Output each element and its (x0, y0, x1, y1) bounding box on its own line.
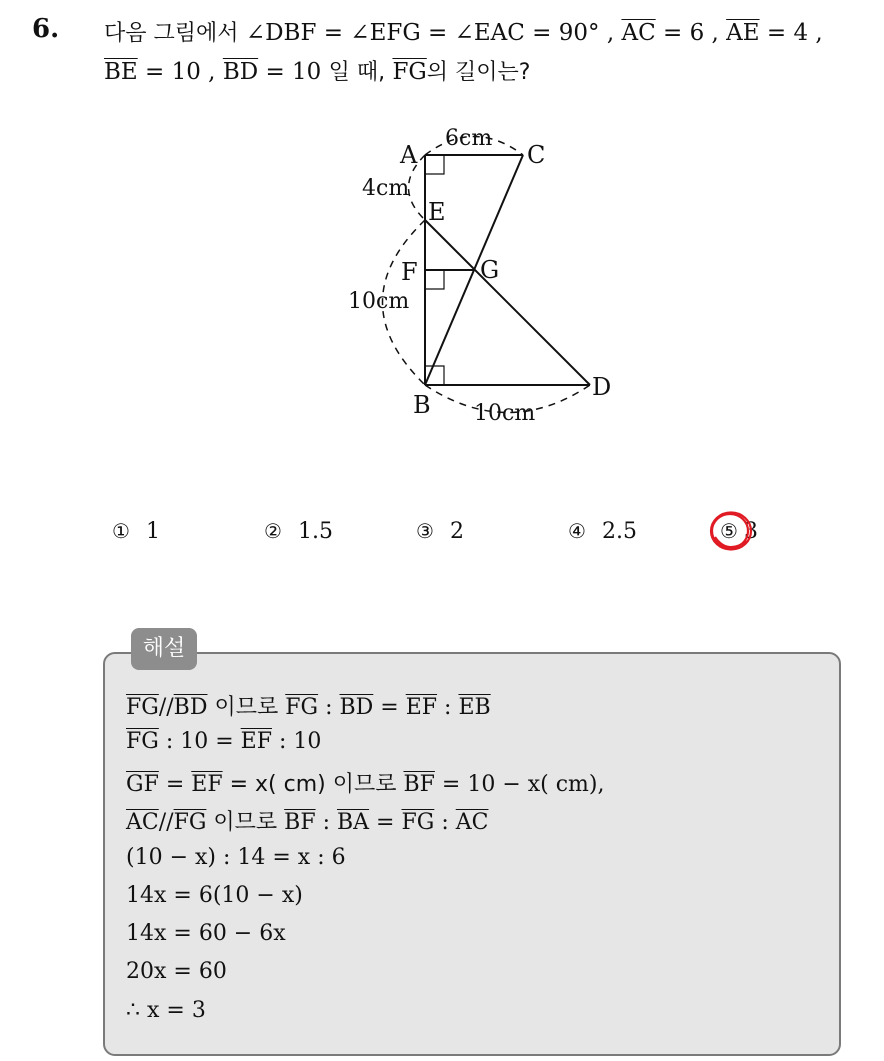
segment-term: $\overline{FG}$ (126, 695, 159, 720)
right-angle-a (425, 155, 444, 174)
value-ae: = 4 , (766, 20, 823, 46)
segment-term: $\overline{FG}$ (401, 810, 435, 835)
segment-term: $\overline{AC}$ (455, 810, 489, 835)
solution-math: 14x = 6(10 − x) (126, 883, 303, 908)
point-label-f: F (401, 258, 418, 286)
choice-mark: ④ (568, 519, 586, 543)
solution-math: : (315, 810, 337, 835)
choice-value: 2.5 (602, 519, 637, 544)
question-when: 일 때, (328, 60, 386, 85)
segment-term: $\overline{BA}$ (337, 810, 370, 835)
solution-line (126, 729, 321, 754)
segment-ac: $\overline{AC}$ (621, 20, 656, 46)
segment-term: $\overline{EF}$ (191, 772, 223, 797)
segment-term: $\overline{FG}$ (285, 695, 319, 720)
solution-text: = x( cm) 이므로 (222, 772, 404, 797)
choice-value: 2 (450, 519, 464, 544)
length-label-be: 10cm (348, 289, 410, 314)
solution-math: = (158, 772, 192, 797)
right-angle-b (425, 366, 444, 385)
solution-math: (10 − x) : 14 = x : 6 (126, 845, 346, 870)
segment-term: $\overline{FG}$ (173, 810, 207, 835)
choice-mark: ③ (416, 519, 434, 543)
solution-text: 이므로 (207, 695, 286, 720)
value-be: = 10 , (145, 59, 216, 85)
solution-math: = (373, 695, 406, 720)
segment-term: $\overline{EF}$ (240, 729, 272, 754)
solution-math: = 10 − x( cm), (434, 772, 605, 797)
solution-line (126, 845, 346, 870)
question-number: 6. (32, 14, 60, 44)
solution-math: : (437, 695, 459, 720)
segment-term: $\overline{BF}$ (403, 772, 435, 797)
choice-mark: ② (264, 519, 282, 543)
point-label-b: B (413, 391, 431, 419)
solution-line (126, 921, 286, 946)
solution-title: 해설 (131, 628, 197, 670)
segment-term: $\overline{EF}$ (405, 695, 438, 720)
answer-circle-icon (707, 507, 755, 555)
choice-value: 1.5 (298, 519, 333, 544)
segment-fg: $\overline{FG}$ (392, 59, 427, 85)
solution-math: 20x = 60 (126, 959, 227, 984)
segment-term: $\overline{BF}$ (284, 810, 316, 835)
choice-mark: ⑤ (720, 519, 738, 543)
solution-text: 이므로 (206, 810, 285, 835)
solution-math: : (434, 810, 456, 835)
segment-term: $\overline{GF}$ (126, 772, 159, 797)
question-line-2 (104, 55, 530, 86)
choice-3[interactable] (414, 519, 464, 544)
solution-math: = (369, 810, 402, 835)
segment-be: $\overline{BE}$ (104, 59, 138, 85)
choice-2[interactable] (262, 519, 333, 544)
question-intro: 다음 그림에서 (104, 21, 239, 46)
question-line-1: 다음 그림에서 ∠DBF = ∠EFG = ∠EAC = 90° , $\overline{AC} = 6$ , $\overline{AE} = 4$ , (104, 20, 823, 46)
length-label-ae: 4cm (362, 176, 410, 201)
value-ac: = 6 , (662, 20, 719, 46)
length-label-bd: 10cm (474, 401, 536, 426)
segment-term: $\overline{FG}$ (126, 729, 159, 754)
question-angles: ∠DBF = ∠EFG = ∠EAC = 90° (245, 20, 600, 46)
point-label-d: D (592, 373, 612, 401)
solution-math: // (158, 695, 174, 720)
solution-math: : (318, 695, 340, 720)
solution-line (126, 767, 604, 798)
solution-math: // (158, 810, 174, 835)
question-ask: 의 길이는? (426, 60, 531, 85)
length-label-ac: 6cm (445, 126, 493, 151)
segment-term: $\overline{BD}$ (173, 695, 208, 720)
segment-ed-line (425, 220, 590, 385)
solution-line (126, 959, 227, 984)
point-label-e: E (428, 198, 446, 226)
geometry-figure (330, 115, 630, 435)
point-label-a: A (400, 141, 418, 169)
solution-math: 14x = 60 − 6x (126, 921, 286, 946)
right-angle-f (425, 270, 444, 289)
choice-mark: ① (112, 519, 130, 543)
solution-line (126, 805, 488, 836)
choice-value: 3 (744, 519, 758, 544)
segment-ae: $\overline{AE}$ (726, 20, 760, 46)
value-bd: = 10 (265, 59, 322, 85)
segment-bd: $\overline{BD}$ (222, 59, 259, 85)
point-label-g: G (480, 256, 500, 284)
solution-line (126, 998, 206, 1023)
point-label-c: C (527, 141, 546, 169)
choice-4[interactable] (566, 519, 637, 544)
segment-term: $\overline{AC}$ (126, 810, 159, 835)
solution-line (126, 883, 303, 908)
solution-math: : 10 (271, 729, 322, 754)
segment-term: $\overline{EB}$ (458, 695, 491, 720)
segment-term: $\overline{BD}$ (339, 695, 374, 720)
solution-line (126, 690, 491, 721)
solution-math: ∴ x = 3 (126, 998, 206, 1023)
solution-math: : 10 = (158, 729, 241, 754)
choice-value: 1 (146, 519, 160, 544)
choice-1[interactable] (110, 519, 160, 544)
